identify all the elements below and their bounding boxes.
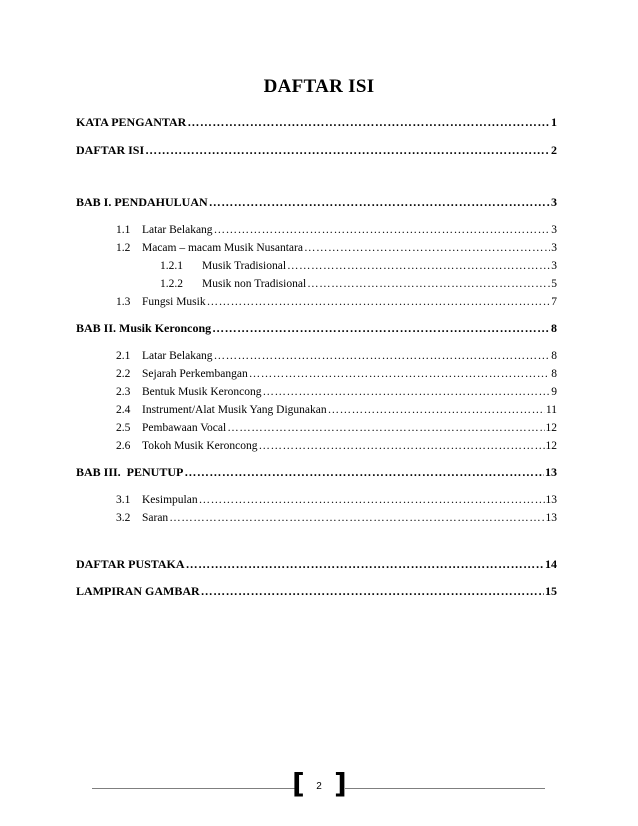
right-bracket-icon: ] [334,767,347,800]
toc-entry-label: BAB III. PENUTUP [76,465,184,479]
dot-leader [249,368,551,380]
toc-subentry-label: Latar Belakang [142,350,213,362]
toc-subsubentry [160,260,557,272]
toc-subentry-number: 2.4 [116,404,131,416]
toc-subentry-label: Bentuk Musik Keroncong [142,386,262,398]
toc-subentry-label: Fungsi Musik [142,296,206,308]
dot-leader [209,195,550,210]
toc-entry-page: 13 [545,465,557,479]
toc-subentry-number: 2.3 [116,386,131,398]
toc-subentry-number: 1.1 [116,224,131,236]
toc-entry-label: BAB II. Musik Keroncong [76,321,212,335]
toc-subentry-page: 11 [545,404,557,416]
toc-entry-kata-pengantar [76,115,557,130]
toc-subentry-number: 1.2 [116,242,131,254]
toc-subentry-label: Pembawaan Vocal [142,422,227,434]
toc-subentry [116,242,557,254]
dot-leader [227,422,544,434]
toc-entry-daftar-pustaka [76,557,557,572]
dot-leader [307,278,550,290]
toc-entry-page: 14 [545,557,557,571]
toc-subentry [116,368,557,380]
dot-leader [214,350,551,362]
toc-subentry-label: Saran [142,512,169,524]
toc-entry-label: BAB I. PENDAHULUAN [76,195,208,209]
toc-subentry-number: 2.6 [116,440,131,452]
toc-subentry-label: Sejarah Perkembangan [142,368,248,380]
toc-subentry-label: Musik Tradisional [202,260,287,272]
toc-subentry-label: Tokoh Musik Keroncong [142,440,258,452]
toc-subentry-number: 1.2.1 [160,260,183,272]
dot-leader [199,494,545,506]
toc-entry-page: 2 [551,143,557,157]
toc-subentry-page: 12 [545,440,557,452]
toc-subentry [116,494,557,506]
toc-subentry-number: 3.1 [116,494,131,506]
toc-entry-page: 1 [551,115,557,129]
toc-subentry-page: 13 [545,512,557,524]
toc-subentry-page: 9 [551,386,557,398]
toc-subentry-label: Latar Belakang [142,224,213,236]
toc-subentry-number: 2.2 [116,368,131,380]
toc-entry-label: DAFTAR ISI [76,143,145,157]
toc-subentry-page: 5 [551,278,557,290]
dot-leader [214,224,551,236]
dot-leader [287,260,550,272]
toc-subentry-label: Macam – macam Musik Nusantara [142,242,303,254]
toc-subentry-number: 1.3 [116,296,131,308]
toc-subentry [116,386,557,398]
footer-rule-right [345,788,545,789]
dot-leader [258,440,544,452]
toc-entry-label: KATA PENGANTAR [76,115,187,129]
dot-leader [207,296,551,308]
toc-subentry-page: 7 [551,296,557,308]
toc-entry-page: 3 [551,195,557,209]
toc-subentry-number: 1.2.2 [160,278,183,290]
toc-subentry [116,440,557,452]
toc-subsubentry [160,278,557,290]
toc-entry-bab1 [76,195,557,210]
toc-subentry-page: 3 [551,242,557,254]
dot-leader [328,404,545,416]
toc-entry-lampiran-gambar [76,584,557,599]
toc-entry-bab2 [76,321,557,336]
toc-entry-page: 15 [545,584,557,598]
toc-subentry-page: 3 [551,224,557,236]
dot-leader [262,386,550,398]
toc-subentry [116,296,557,308]
page-number: 2 [316,781,322,792]
toc-subentry-page: 8 [551,368,557,380]
dot-leader [186,557,544,572]
toc-subentry-page: 8 [551,350,557,362]
toc-subentry [116,512,557,524]
dot-leader [304,242,550,254]
toc-entry-page: 8 [551,321,557,335]
dot-leader [184,465,544,480]
toc-subentry [116,224,557,236]
toc-subentry-number: 3.2 [116,512,131,524]
toc-subentry-label: Instrument/Alat Musik Yang Digunakan [142,404,327,416]
toc-entry-daftar-isi [76,143,557,158]
toc-entry-label: DAFTAR PUSTAKA [76,557,185,571]
dot-leader [187,115,550,130]
dot-leader [169,512,544,524]
dot-leader [145,143,550,158]
toc-subentry [116,350,557,362]
toc-subentry-page: 12 [545,422,557,434]
toc-subentry-label: Musik non Tradisional [202,278,307,290]
toc-subentry-page: 13 [545,494,557,506]
toc-subentry-number: 2.5 [116,422,131,434]
toc-entry-label: LAMPIRAN GAMBAR [76,584,200,598]
toc-subentry-page: 3 [551,260,557,272]
dot-leader [212,321,550,336]
toc-entry-bab3 [76,465,557,480]
footer-rule-left [92,788,295,789]
toc-subentry-label: Kesimpulan [142,494,198,506]
toc-subentry-number: 2.1 [116,350,131,362]
dot-leader [201,584,544,599]
left-bracket-icon: [ [292,767,305,800]
toc-subentry [116,422,557,434]
toc-subentry [116,404,557,416]
page-title: DAFTAR ISI [263,76,375,97]
